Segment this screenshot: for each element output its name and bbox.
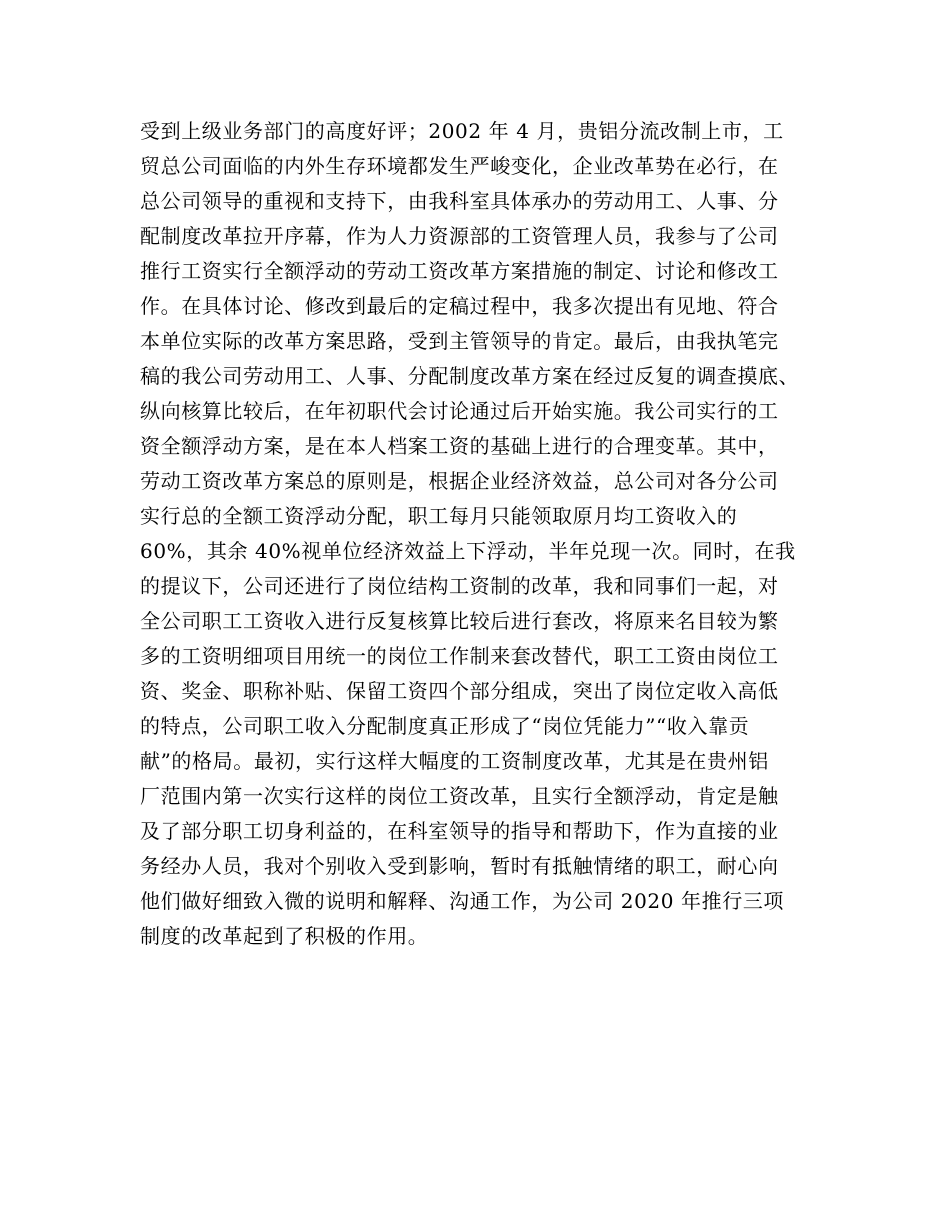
text-line: 务经办人员，我对个别收入受到影响，暂时有抵触情绪的职工，耐心向 [140,854,779,878]
text-line: 稿的我公司劳动用工、人事、分配制度改革方案在经过反复的调查摸底、 [140,364,800,388]
text-line: 总公司领导的重视和支持下，由我科室具体承办的劳动用工、人事、分 [140,189,779,213]
text-line: 多的工资明细项目用统一的岗位工作制来套改替代，职工工资由岗位工 [140,644,779,668]
body-paragraph [140,114,830,954]
text-line: 贸总公司面临的内外生存环境都发生严峻变化，企业改革势在必行，在 [140,154,779,178]
text-line: 献”的格局。最初，实行这样大幅度的工资制度改革，尤其是在贵州铝 [140,749,769,773]
text-line: 本单位实际的改革方案思路，受到主管领导的肯定。最后，由我执笔完 [140,329,779,353]
text-line: 资全额浮动方案，是在本人档案工资的基础上进行的合理变革。其中， [140,434,779,458]
text-line: 制度的改革起到了积极的作用。 [140,924,429,948]
text-line: 实行总的全额工资浮动分配，职工每月只能领取原月均工资收入的 [140,504,738,528]
text-line: 配制度改革拉开序幕，作为人力资源部的工资管理人员，我参与了公司 [140,224,779,248]
text-line: 及了部分职工切身利益的，在科室领导的指导和帮助下，作为直接的业 [140,819,779,843]
text-line: 纵向核算比较后，在年初职代会讨论通过后开始实施。我公司实行的工 [140,399,779,423]
text-line: 的提议下，公司还进行了岗位结构工资制的改革，我和同事们一起，对 [140,574,779,598]
text-line: 全公司职工工资收入进行反复核算比较后进行套改，将原来名目较为繁 [140,609,779,633]
text-line: 他们做好细致入微的说明和解释、沟通工作，为公司 2020 年推行三项 [140,889,785,913]
text-line: 的特点，公司职工收入分配制度真正形成了“岗位凭能力”“收入靠贡 [140,714,750,738]
text-line: 厂范围内第一次实行这样的岗位工资改革，且实行全额浮动，肯定是触 [140,784,779,808]
text-line: 推行工资实行全额浮动的劳动工资改革方案措施的制定、讨论和修改工 [140,259,779,283]
text-line: 资、奖金、职称补贴、保留工资四个部分组成，突出了岗位定收入高低 [140,679,779,703]
text-line: 劳动工资改革方案总的原则是，根据企业经济效益，总公司对各分公司 [140,469,779,493]
text-line: 60%，其余 40%视单位经济效益上下浮动，半年兑现一次。同时，在我 [140,539,796,563]
text-line: 作。在具体讨论、修改到最后的定稿过程中，我多次提出有见地、符合 [140,294,779,318]
text-line: 受到上级业务部门的高度好评；2002 年 4 月，贵铝分流改制上市，工 [140,119,784,143]
